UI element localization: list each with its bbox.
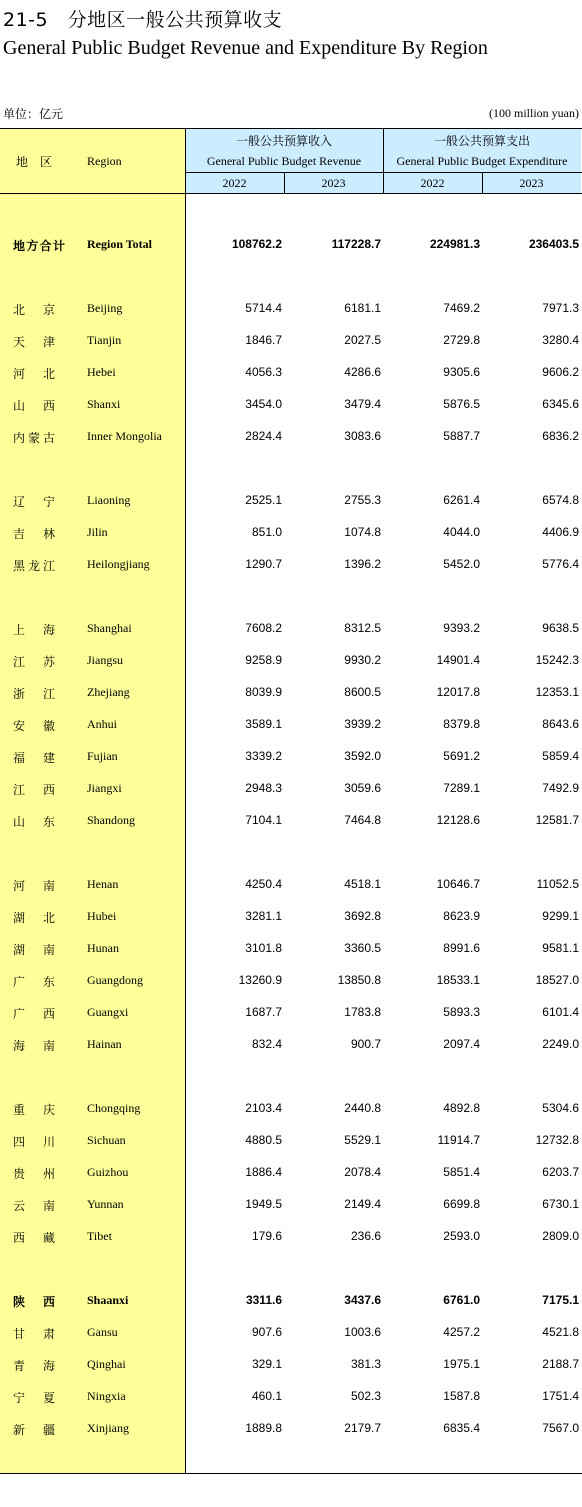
table-row <box>0 875 582 895</box>
region-name-cn: 吉 林 <box>13 527 55 541</box>
region-name-en: Tibet <box>87 1229 112 1243</box>
revenue-2023-cell: 502.3 <box>350 1389 381 1403</box>
expenditure-2023-cell: 7492.9 <box>542 781 579 795</box>
revenue-2023-cell: 1003.6 <box>344 1325 381 1339</box>
revenue-2023-cell: 3592.0 <box>344 749 381 763</box>
region-name-en: Hainan <box>87 1037 122 1051</box>
revenue-2022-cell: 7608.2 <box>245 621 282 635</box>
region-name-en: Liaoning <box>87 493 131 507</box>
expenditure-2022-cell: 2097.4 <box>443 1037 480 1051</box>
expenditure-2022-cell: 5691.2 <box>443 749 480 763</box>
region-name-cn: 贵 州 <box>13 1167 55 1181</box>
revenue-2023-cell: 13850.8 <box>337 973 381 987</box>
region-name-en: Henan <box>87 877 119 891</box>
revenue-2023-cell: 5529.1 <box>344 1133 381 1147</box>
expenditure-2023-cell: 236403.5 <box>528 237 579 251</box>
expenditure-2022-cell: 9393.2 <box>443 621 480 635</box>
region-name-en: Shandong <box>87 813 135 827</box>
region-name-cn: 云 南 <box>13 1199 55 1213</box>
expenditure-2023-cell: 15242.3 <box>535 653 579 667</box>
revenue-2023-cell: 4286.6 <box>344 365 381 379</box>
expenditure-2022-cell: 2593.0 <box>443 1229 480 1243</box>
expenditure-2022-cell: 1587.8 <box>443 1389 480 1403</box>
header-region-cn: 地 区 <box>15 155 52 169</box>
expenditure-2022-cell: 224981.3 <box>429 237 480 251</box>
header-year-exp-2022: 2022 <box>420 176 445 190</box>
header-year-rev-2023: 2023 <box>321 176 346 190</box>
region-name-cn: 黑 龙 江 <box>13 559 55 573</box>
expenditure-2023-cell: 6101.4 <box>542 1005 579 1019</box>
revenue-2023-cell: 7464.8 <box>344 813 381 827</box>
table-row <box>0 523 582 543</box>
expenditure-2022-cell: 4257.2 <box>443 1325 480 1339</box>
region-name-en: Gansu <box>87 1325 118 1339</box>
region-name-en: Tianjin <box>87 333 122 347</box>
table-row <box>0 907 582 927</box>
table-row <box>0 299 582 319</box>
table-bottom-rule <box>0 1473 582 1474</box>
revenue-2023-cell: 1074.8 <box>344 525 381 539</box>
header-revenue-cn: 一般公共预算收入 <box>235 134 332 148</box>
revenue-2022-cell: 3589.1 <box>245 717 282 731</box>
expenditure-2023-cell: 5776.4 <box>542 557 579 571</box>
expenditure-2022-cell: 8623.9 <box>443 909 480 923</box>
revenue-2022-cell: 1687.7 <box>245 1005 282 1019</box>
region-name-cn: 湖 南 <box>13 943 55 957</box>
revenue-2022-cell: 4056.3 <box>245 365 282 379</box>
expenditure-2022-cell: 7289.1 <box>443 781 480 795</box>
header-region-en: Region <box>87 154 122 168</box>
header-year-rev-2022: 2022 <box>222 176 247 190</box>
expenditure-2022-cell: 14901.4 <box>436 653 480 667</box>
expenditure-2022-cell: 5893.3 <box>443 1005 480 1019</box>
region-name-en: Zhejiang <box>87 685 130 699</box>
revenue-2022-cell: 1290.7 <box>245 557 282 571</box>
revenue-2022-cell: 1846.7 <box>245 333 282 347</box>
region-name-en: Shanxi <box>87 397 121 411</box>
revenue-2022-cell: 2525.1 <box>245 493 282 507</box>
revenue-2022-cell: 3311.6 <box>245 1293 282 1307</box>
revenue-2023-cell: 3692.8 <box>344 909 381 923</box>
revenue-2022-cell: 1886.4 <box>245 1165 282 1179</box>
region-name-en: Sichuan <box>87 1133 126 1147</box>
expenditure-2022-cell: 1975.1 <box>443 1357 480 1371</box>
region-name-en: Jilin <box>87 525 108 539</box>
region-name-cn: 重 庆 <box>13 1103 55 1117</box>
region-name-en: Shaanxi <box>87 1293 129 1307</box>
region-name-en: Ningxia <box>87 1389 126 1403</box>
revenue-2023-cell: 9930.2 <box>344 653 381 667</box>
region-name-en: Hunan <box>87 941 119 955</box>
revenue-2022-cell: 329.1 <box>251 1357 282 1371</box>
revenue-2022-cell: 1889.8 <box>245 1421 282 1435</box>
expenditure-2022-cell: 6699.8 <box>443 1197 480 1211</box>
page-title-cn: 21-5 分地区一般公共预算收支 <box>3 9 283 31</box>
expenditure-2023-cell: 6203.7 <box>542 1165 579 1179</box>
region-name-en: Yunnan <box>87 1197 124 1211</box>
table-row <box>0 395 582 415</box>
expenditure-2022-cell: 12017.8 <box>436 685 480 699</box>
header-revenue-en: General Public Budget Revenue <box>206 154 362 168</box>
region-name-cn: 甘 肃 <box>13 1327 55 1341</box>
expenditure-2023-cell: 7175.1 <box>542 1293 579 1307</box>
expenditure-2022-cell: 18533.1 <box>436 973 480 987</box>
region-name-en: Anhui <box>87 717 117 731</box>
revenue-2022-cell: 7104.1 <box>245 813 282 827</box>
revenue-2023-cell: 1396.2 <box>344 557 381 571</box>
revenue-2022-cell: 2824.4 <box>245 429 282 443</box>
expenditure-2022-cell: 7469.2 <box>443 301 480 315</box>
region-name-en: Heilongjiang <box>87 557 150 571</box>
region-name-cn: 江 苏 <box>13 655 55 669</box>
table-row <box>0 811 582 831</box>
expenditure-2023-cell: 11052.5 <box>536 877 579 891</box>
revenue-2023-cell: 3360.5 <box>344 941 381 955</box>
expenditure-2023-cell: 1751.4 <box>542 1389 579 1403</box>
expenditure-2023-cell: 6730.1 <box>542 1197 579 1211</box>
table-row <box>0 1227 582 1247</box>
revenue-2022-cell: 460.1 <box>251 1389 282 1403</box>
expenditure-2023-cell: 9581.1 <box>542 941 579 955</box>
region-name-en: Qinghai <box>87 1357 126 1371</box>
expenditure-2023-cell: 5859.4 <box>542 749 579 763</box>
expenditure-2023-cell: 2809.0 <box>542 1229 579 1243</box>
revenue-2022-cell: 4250.4 <box>245 877 282 891</box>
region-name-cn: 北 京 <box>13 303 55 317</box>
revenue-2022-cell: 851.0 <box>251 525 282 539</box>
table-row <box>0 619 582 639</box>
region-name-cn: 广 西 <box>13 1007 55 1021</box>
table-row <box>0 1035 582 1055</box>
revenue-2023-cell: 3059.6 <box>344 781 381 795</box>
expenditure-2022-cell: 2729.8 <box>443 333 480 347</box>
expenditure-2023-cell: 18527.0 <box>535 973 579 987</box>
revenue-2023-cell: 8600.5 <box>344 685 381 699</box>
table-row <box>0 651 582 671</box>
expenditure-2023-cell: 4406.9 <box>542 525 579 539</box>
revenue-2022-cell: 179.6 <box>251 1229 282 1243</box>
region-name-en: Jiangsu <box>87 653 123 667</box>
expenditure-2022-cell: 6261.4 <box>443 493 480 507</box>
expenditure-2023-cell: 2249.0 <box>542 1037 579 1051</box>
header-expenditure-en: General Public Budget Expenditure <box>396 154 568 168</box>
region-name-cn: 山 西 <box>13 399 55 413</box>
revenue-2023-cell: 3437.6 <box>344 1293 381 1307</box>
expenditure-2023-cell: 2188.7 <box>542 1357 579 1371</box>
expenditure-2022-cell: 5887.7 <box>443 429 480 443</box>
unit-label-cn: 单位：亿元 <box>3 107 64 121</box>
table-row <box>0 1003 582 1023</box>
revenue-2023-cell: 8312.5 <box>344 621 381 635</box>
expenditure-2023-cell: 6574.8 <box>542 493 579 507</box>
expenditure-2023-cell: 7567.0 <box>542 1421 579 1435</box>
region-name-en: Hebei <box>87 365 116 379</box>
region-name-cn: 宁 夏 <box>13 1391 55 1405</box>
revenue-2022-cell: 1949.5 <box>245 1197 282 1211</box>
table-row <box>0 491 582 511</box>
revenue-2022-cell: 3101.8 <box>245 941 282 955</box>
table-row <box>0 683 582 703</box>
table-row <box>0 939 582 959</box>
expenditure-2022-cell: 12128.6 <box>436 813 480 827</box>
expenditure-2022-cell: 5452.0 <box>443 557 480 571</box>
region-name-cn: 新 疆 <box>13 1423 55 1437</box>
expenditure-2023-cell: 12732.8 <box>535 1133 579 1147</box>
revenue-2023-cell: 900.7 <box>350 1037 381 1051</box>
table-row <box>0 1195 582 1215</box>
revenue-2023-cell: 117228.7 <box>331 237 381 251</box>
table-row <box>0 715 582 735</box>
table-row <box>0 1291 582 1311</box>
table-row <box>0 1323 582 1343</box>
region-name-cn: 四 川 <box>13 1135 55 1149</box>
region-name-en: Chongqing <box>87 1101 141 1115</box>
region-name-cn: 陕 西 <box>13 1295 55 1309</box>
table-row <box>0 555 582 575</box>
expenditure-2023-cell: 9606.2 <box>542 365 579 379</box>
expenditure-2022-cell: 5851.4 <box>443 1165 480 1179</box>
revenue-2023-cell: 4518.1 <box>344 877 381 891</box>
revenue-2023-cell: 2078.4 <box>344 1165 381 1179</box>
region-name-en: Fujian <box>87 749 118 763</box>
revenue-2022-cell: 5714.4 <box>245 301 282 315</box>
revenue-2022-cell: 4880.5 <box>245 1133 282 1147</box>
region-name-en: Guizhou <box>87 1165 129 1179</box>
revenue-2022-cell: 108762.2 <box>231 237 282 251</box>
revenue-2022-cell: 8039.9 <box>245 685 282 699</box>
expenditure-2022-cell: 9305.6 <box>443 365 480 379</box>
expenditure-2023-cell: 12353.1 <box>535 685 579 699</box>
table-row <box>0 971 582 991</box>
table-row <box>0 1163 582 1183</box>
region-name-cn: 安 徽 <box>13 719 55 733</box>
region-name-en: Xinjiang <box>87 1421 129 1435</box>
revenue-2022-cell: 2103.4 <box>245 1101 282 1115</box>
table-row <box>0 1387 582 1407</box>
expenditure-2023-cell: 8643.6 <box>542 717 579 731</box>
region-name-cn: 河 北 <box>13 367 55 381</box>
region-name-en: Shanghai <box>87 621 132 635</box>
expenditure-2022-cell: 8379.8 <box>443 717 480 731</box>
region-name-en: Jiangxi <box>87 781 122 795</box>
region-name-en: Guangdong <box>87 973 143 987</box>
revenue-2022-cell: 13260.9 <box>238 973 282 987</box>
expenditure-2023-cell: 4521.8 <box>542 1325 579 1339</box>
unit-label-en: (100 million yuan) <box>489 106 579 120</box>
revenue-2023-cell: 3939.2 <box>344 717 381 731</box>
region-name-cn: 河 南 <box>13 879 55 893</box>
region-name-cn: 广 东 <box>13 975 55 989</box>
revenue-2023-cell: 2755.3 <box>344 493 381 507</box>
expenditure-2023-cell: 6836.2 <box>542 429 579 443</box>
expenditure-2023-cell: 5304.6 <box>542 1101 579 1115</box>
region-name-cn: 地 方 合 计 <box>13 239 65 253</box>
region-name-en: Region Total <box>87 237 153 251</box>
table-row <box>0 331 582 351</box>
region-name-cn: 福 建 <box>13 751 55 765</box>
region-name-cn: 山 东 <box>13 815 55 829</box>
expenditure-2023-cell: 6345.6 <box>542 397 579 411</box>
region-name-cn: 天 津 <box>13 335 55 349</box>
table-row <box>0 235 582 255</box>
revenue-2022-cell: 3281.1 <box>245 909 282 923</box>
region-name-cn: 海 南 <box>13 1039 55 1053</box>
revenue-2022-cell: 907.6 <box>251 1325 282 1339</box>
region-name-cn: 西 藏 <box>13 1231 55 1245</box>
expenditure-2022-cell: 4892.8 <box>443 1101 480 1115</box>
revenue-2023-cell: 2149.4 <box>344 1197 381 1211</box>
region-name-en: Hubei <box>87 909 117 923</box>
revenue-2023-cell: 2440.8 <box>344 1101 381 1115</box>
expenditure-2022-cell: 10646.7 <box>436 877 480 891</box>
region-name-cn: 浙 江 <box>13 687 55 701</box>
revenue-2022-cell: 9258.9 <box>245 653 282 667</box>
header-bottom-rule <box>0 193 582 194</box>
region-name-en: Inner Mongolia <box>87 429 162 443</box>
region-name-cn: 上 海 <box>13 623 55 637</box>
table-row <box>0 747 582 767</box>
revenue-2022-cell: 832.4 <box>251 1037 282 1051</box>
revenue-2023-cell: 236.6 <box>350 1229 381 1243</box>
revenue-2023-cell: 2027.5 <box>344 333 381 347</box>
table-row <box>0 779 582 799</box>
revenue-2023-cell: 381.3 <box>350 1357 381 1371</box>
expenditure-2022-cell: 4044.0 <box>443 525 480 539</box>
expenditure-2022-cell: 5876.5 <box>443 397 480 411</box>
region-name-cn: 内 蒙 古 <box>13 431 55 445</box>
region-name-cn: 青 海 <box>13 1359 55 1373</box>
expenditure-2023-cell: 9638.5 <box>542 621 579 635</box>
region-divider <box>185 128 186 1474</box>
revenue-2023-cell: 3083.6 <box>344 429 381 443</box>
revenue-2022-cell: 3454.0 <box>245 397 282 411</box>
revenue-2023-cell: 6181.1 <box>344 301 381 315</box>
page-title-en: General Public Budget Revenue and Expenditure By Region <box>3 37 488 59</box>
region-name-cn: 辽 宁 <box>13 495 55 509</box>
revenue-2023-cell: 1783.8 <box>344 1005 381 1019</box>
expenditure-2023-cell: 9299.1 <box>542 909 579 923</box>
expenditure-2023-cell: 3280.4 <box>542 333 579 347</box>
expenditure-2022-cell: 6761.0 <box>443 1293 480 1307</box>
revenue-2023-cell: 3479.4 <box>344 397 381 411</box>
revenue-2023-cell: 2179.7 <box>344 1421 381 1435</box>
expenditure-2022-cell: 11914.7 <box>437 1133 480 1147</box>
region-name-en: Guangxi <box>87 1005 129 1019</box>
region-name-en: Beijing <box>87 301 123 315</box>
region-name-cn: 湖 北 <box>13 911 55 925</box>
region-name-cn: 江 西 <box>13 783 55 797</box>
expenditure-2023-cell: 12581.7 <box>535 813 579 827</box>
table-row <box>0 1099 582 1119</box>
table-row <box>0 363 582 383</box>
table-top-rule <box>0 128 582 129</box>
header-expenditure-cn: 一般公共预算支出 <box>433 134 530 148</box>
table-row <box>0 1419 582 1439</box>
revenue-2022-cell: 3339.2 <box>245 749 282 763</box>
table-row <box>0 427 582 447</box>
expenditure-2022-cell: 6835.4 <box>443 1421 480 1435</box>
table-row <box>0 1131 582 1151</box>
header-year-exp-2023: 2023 <box>519 176 544 190</box>
expenditure-2022-cell: 8991.6 <box>443 941 480 955</box>
table-row <box>0 1355 582 1375</box>
revenue-2022-cell: 2948.3 <box>245 781 282 795</box>
expenditure-2023-cell: 7971.3 <box>542 301 579 315</box>
